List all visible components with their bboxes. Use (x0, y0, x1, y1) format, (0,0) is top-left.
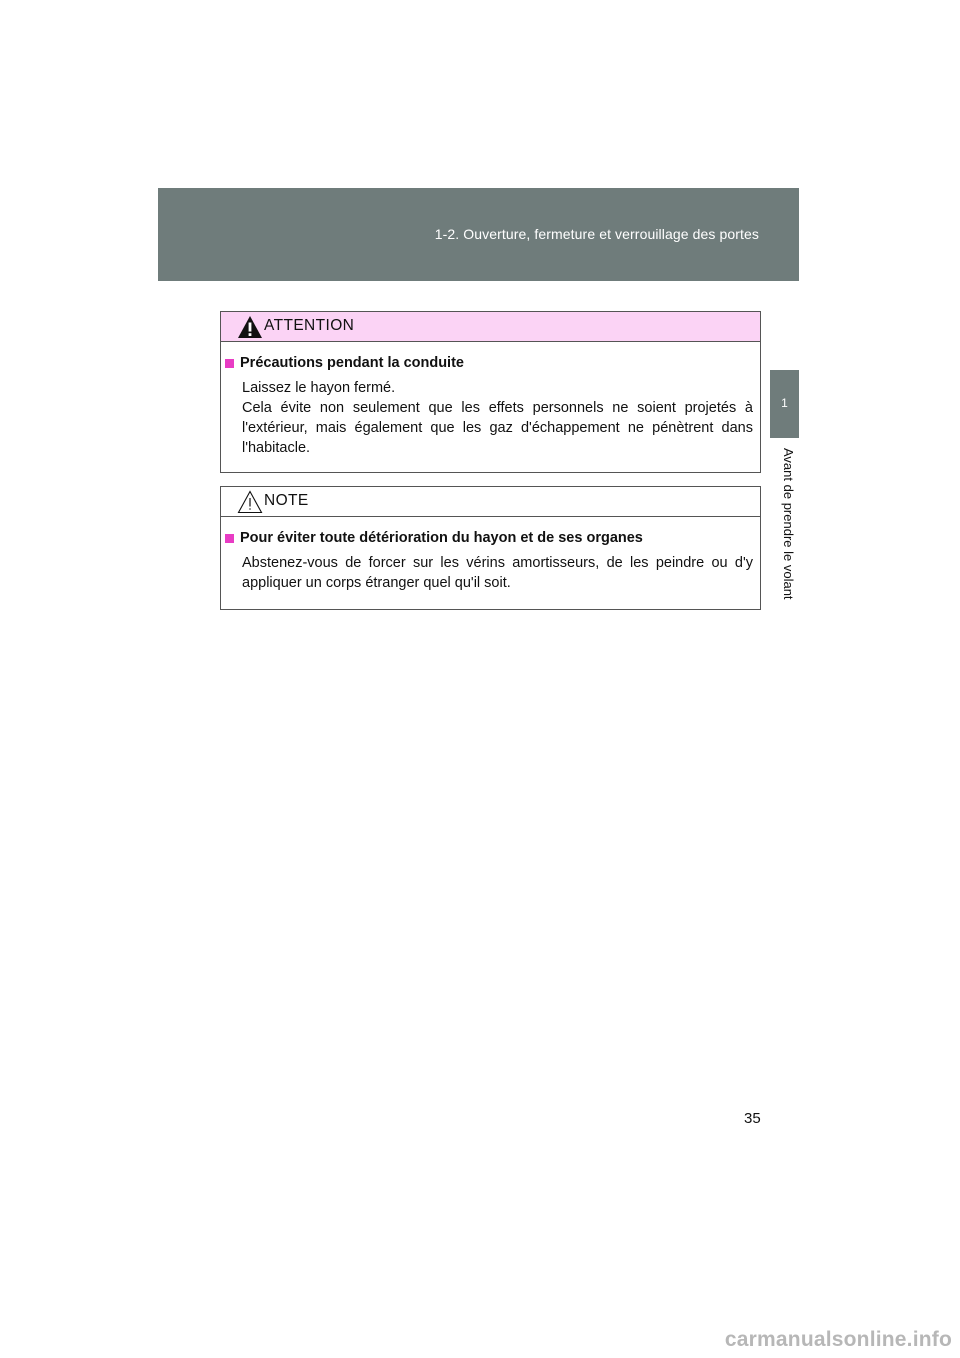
section-header-band (158, 188, 799, 281)
attention-paragraph: Cela évite non seulement que les effets personnels ne soient projetés à l'extérieur, mais également que les gaz d'échappement ne pénètrent dans l'habitacle. (242, 400, 753, 456)
attention-item-text (242, 378, 753, 458)
note-paragraph: Abstenez-vous de forcer sur les vérins amortisseurs, de les peindre ou d'y appliquer un corps étranger quel qu'il soit. (242, 555, 753, 591)
page-number: 35 (744, 1110, 761, 1127)
section-title: 1-2. Ouverture, fermeture et verrouillage des portes (434, 226, 759, 242)
note-item-text (242, 553, 753, 593)
note-header (221, 487, 760, 517)
attention-item-title-text: Précautions pendant la conduite (240, 355, 464, 371)
attention-heading: ATTENTION (264, 317, 355, 334)
note-box (220, 486, 761, 610)
warning-triangle-outline-icon (237, 490, 263, 514)
attention-box (220, 311, 761, 473)
chapter-number: 1 (781, 396, 788, 410)
attention-item-title (225, 352, 753, 374)
note-item-title-text: Pour éviter toute détérioration du hayon et de ses organes (240, 530, 643, 546)
bullet-square-icon (225, 359, 234, 368)
bullet-square-icon (225, 534, 234, 543)
note-item-title (225, 527, 753, 549)
chapter-tab (770, 370, 799, 438)
attention-header (221, 312, 760, 342)
watermark: carmanualsonline.info (724, 1328, 952, 1351)
chapter-label: Avant de prendre le volant (781, 448, 796, 600)
warning-triangle-filled-icon (237, 315, 263, 339)
attention-paragraph: Laissez le hayon fermé. (242, 380, 396, 396)
note-heading: NOTE (264, 492, 309, 509)
